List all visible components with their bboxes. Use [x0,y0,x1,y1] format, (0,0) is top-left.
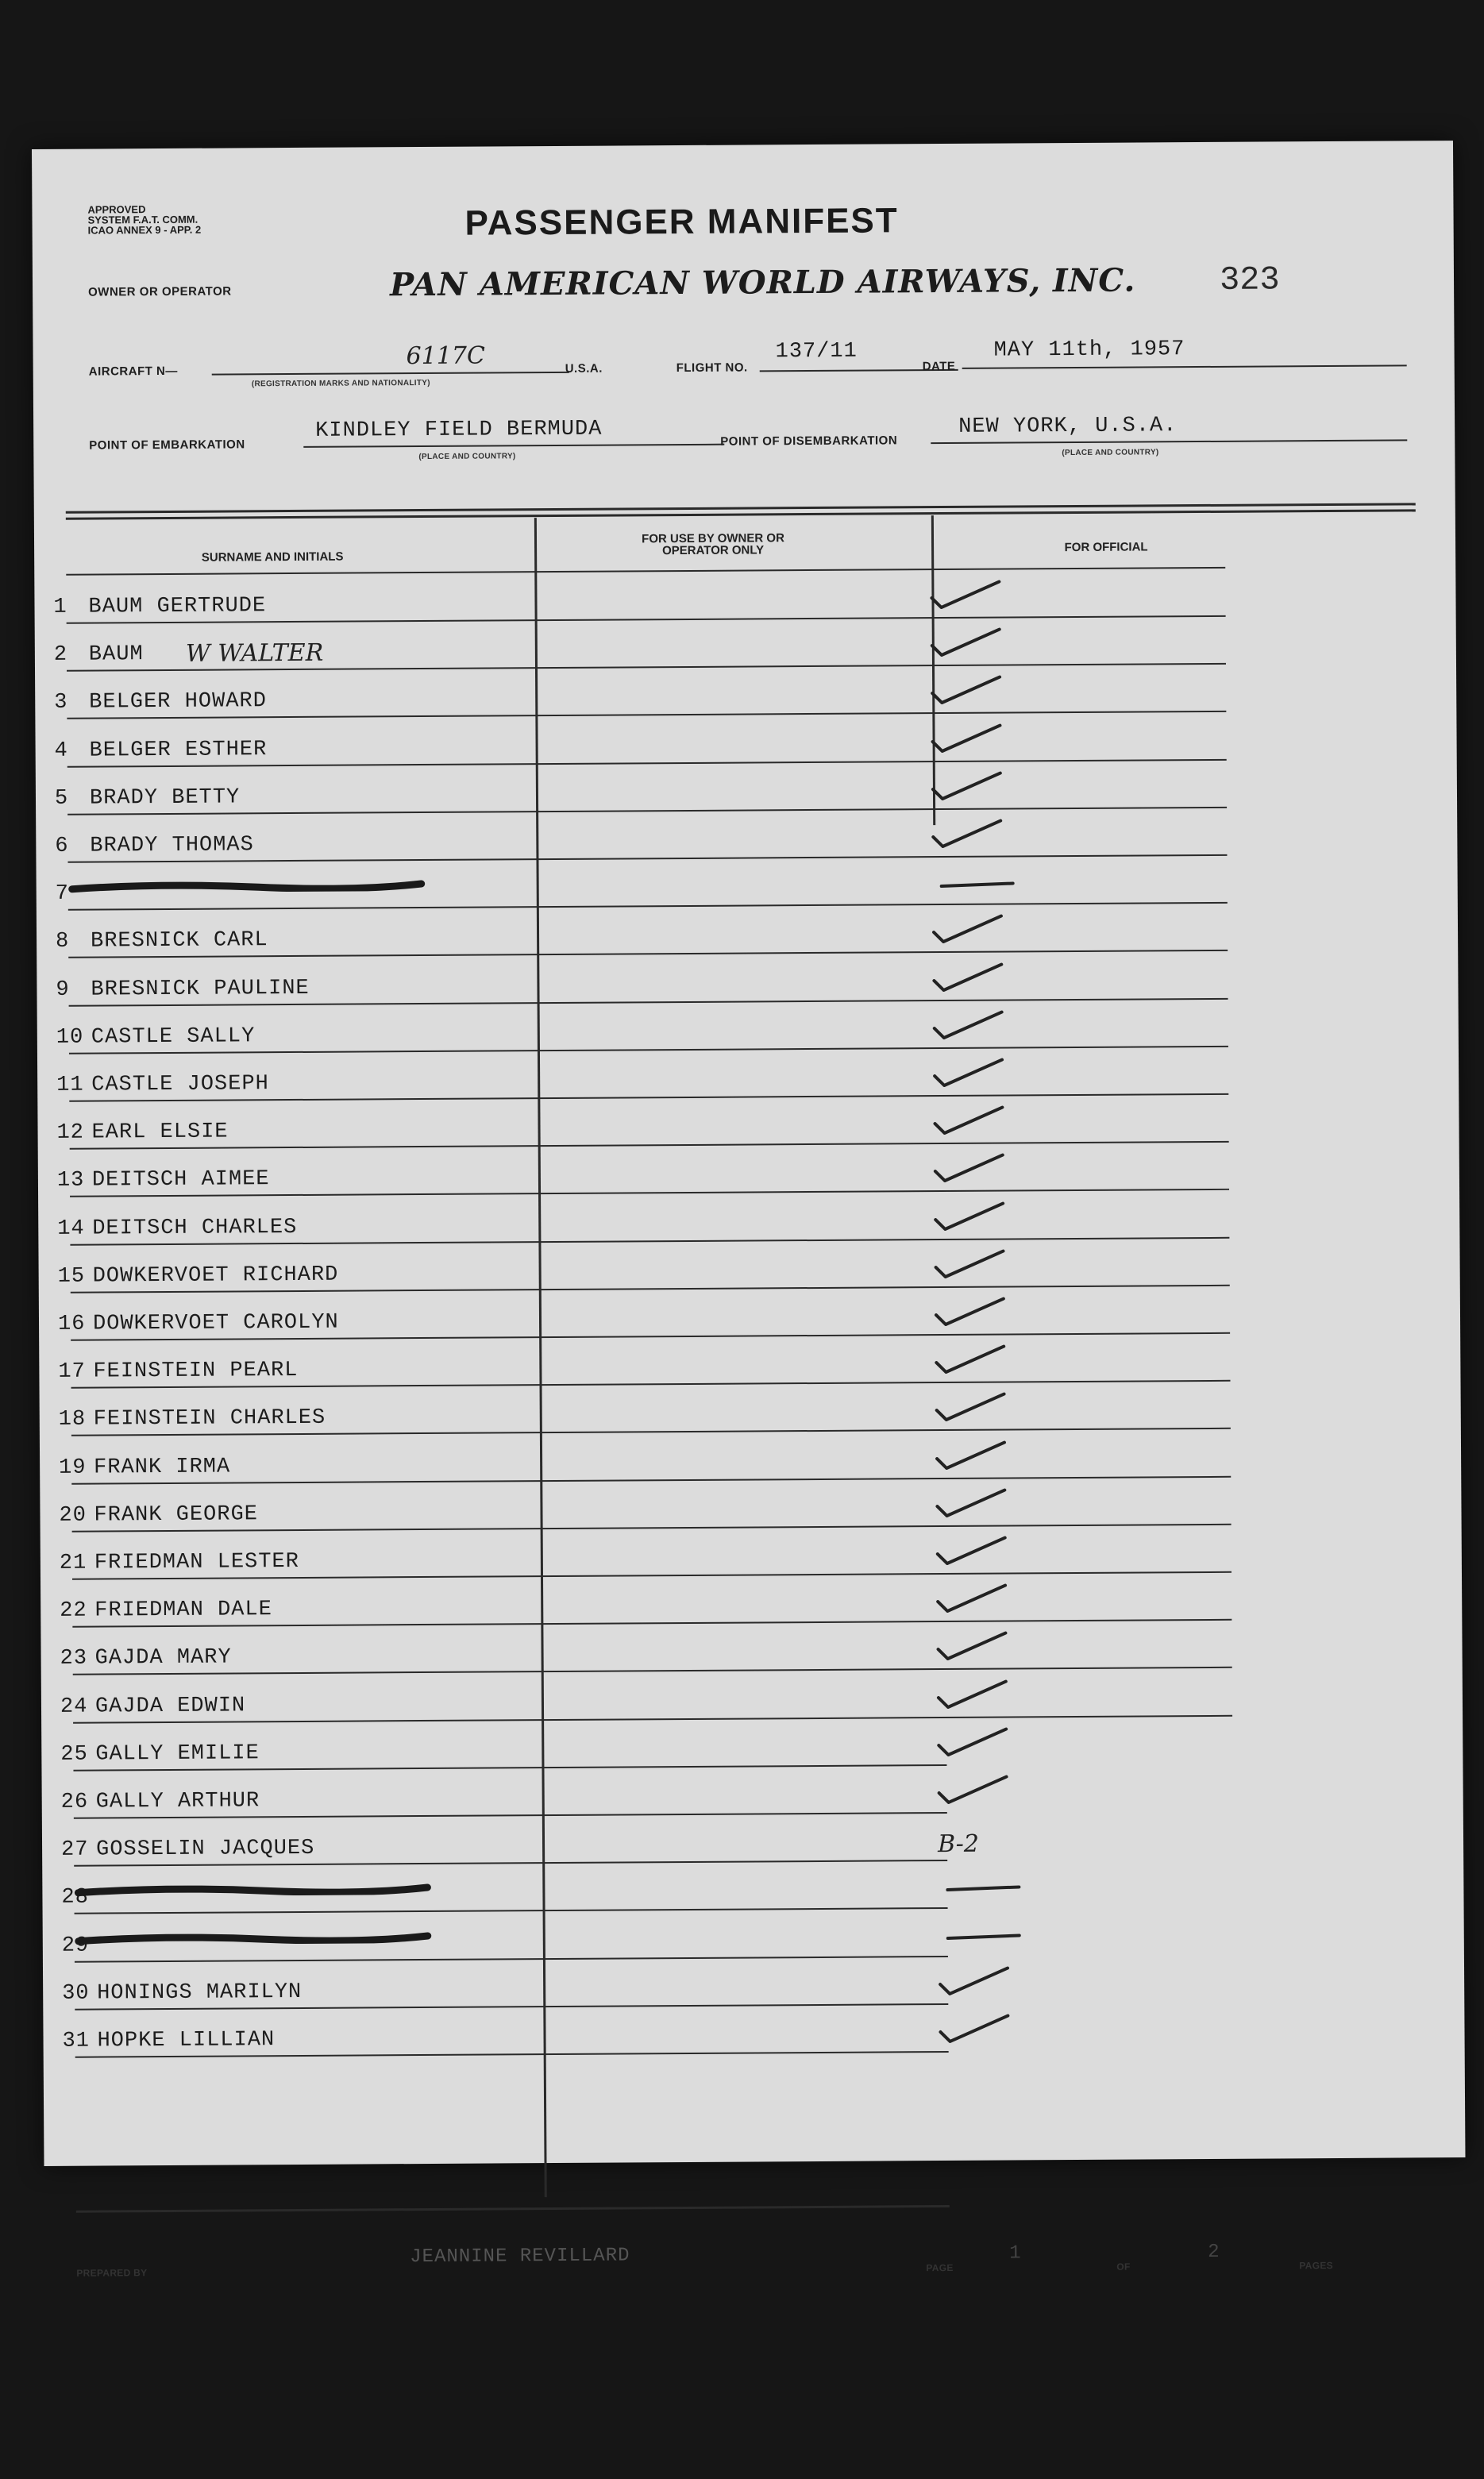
checkmark-icon [924,719,1043,758]
checkmark-icon [932,1961,1051,2000]
flight-date: MAY 11th, 1957 [993,337,1185,363]
sheet-number: 323 [1219,260,1280,299]
flight-number: 137/11 [775,339,858,364]
checkmark-icon [929,1436,1048,1475]
passenger-name: HOPKE LILLIAN [97,2028,276,2053]
strikethrough-scribble [74,1883,431,1897]
dash-mark-icon [926,862,1045,900]
checkmark-icon [928,1340,1047,1378]
table-row [35,713,1417,769]
checkmark-icon [926,958,1045,997]
aircraft-number: 6117C [406,341,486,371]
dash-mark-icon [931,1866,1050,1905]
table-row [40,1430,1421,1486]
row-number: 21 [59,1551,87,1575]
passenger-name: GOSSELIN JACQUES [95,1837,315,1862]
approval-line: APPROVED [87,203,146,216]
passenger-name: GALLY EMILIE [95,1741,260,1767]
table-row [41,1669,1423,1725]
prepared-by-label: PREPARED BY [76,2267,148,2279]
passenger-name: DOWKERVOET RICHARD [92,1263,339,1289]
handwritten-name: W WALTER [185,638,324,669]
table-row [36,808,1417,865]
passenger-name: GAJDA EDWIN [94,1693,246,1719]
row-number: 7 [55,881,70,907]
passenger-name: FEINSTEIN PEARL [93,1359,299,1384]
row-number: 6 [55,834,69,858]
page-label: PAGE [926,2261,954,2274]
checkmark-icon [923,575,1043,614]
checkmark-icon [925,766,1044,805]
manifest-sheet [32,141,1465,2279]
table-row [40,1478,1421,1534]
passenger-name: BRADY BETTY [89,785,241,811]
checkmark-icon [929,1388,1048,1427]
passenger-name: BAUM [88,642,144,667]
row-number: 11 [56,1073,84,1097]
embarkation-point: KINDLEY FIELD BERMUDA [315,417,603,443]
row-number: 14 [57,1216,85,1241]
strikethrough-scribble [75,1932,432,1945]
table-row [37,857,1418,913]
passenger-name: BRESNICK PAULINE [91,976,310,1002]
checkmark-icon [924,623,1043,661]
passenger-name: FRANK GEORGE [94,1502,259,1528]
checkmark-icon [927,1197,1047,1236]
checkmark-icon [927,1244,1047,1283]
checkmark-icon [927,1101,1046,1139]
passenger-name: CASTLE JOSEPH [91,1072,269,1097]
row-number: 5 [54,786,69,811]
row-number: 9 [56,977,70,1002]
row-number: 16 [57,1312,86,1336]
checkmark-icon [929,1483,1048,1522]
passenger-name: BAUM GERTRUDE [88,594,267,619]
passenger-name: DOWKERVOET CAROLYN [92,1310,339,1336]
passenger-name: BELGER HOWARD [89,689,267,715]
checkmark-icon [932,2009,1051,2048]
airline-name: PAN AMERICAN WORLD AIRWAYS, INC. [389,261,1136,304]
passenger-name: BRESNICK CARL [91,928,268,954]
checkmark-icon [926,910,1045,949]
of-label: OF [1116,2261,1131,2273]
row-number: 10 [56,1025,84,1050]
official-note: B-2 [937,1829,979,1859]
registration-caption: (REGISTRATION MARKS AND NATIONALITY) [251,378,430,389]
row-number: 26 [60,1790,89,1814]
total-pages: 2 [1208,2241,1220,2264]
passenger-name: GAJDA MARY [94,1645,232,1671]
row-number: 2 [53,642,68,668]
flight-label: FLIGHT NO. [676,360,748,376]
passenger-name: DEITSCH CHARLES [92,1215,298,1241]
row-number: 12 [56,1120,85,1146]
row-number: 19 [59,1455,87,1480]
table-row [41,1764,1423,1821]
checkmark-icon [925,814,1044,853]
row-number: 1 [53,595,67,619]
row-number: 28 [61,1885,89,1910]
row-number: 18 [58,1408,87,1432]
embarkation-label: POINT OF EMBARKATION [89,438,245,453]
table-row [40,1621,1422,1678]
passenger-name: HONINGS MARILYN [97,1980,303,2006]
column-header-owner-use: FOR USE BY OWNER OR OPERATOR ONLY [642,531,784,558]
strikethrough-scribble [68,880,426,893]
disembarkation-label: POINT OF DISEMBARKATION [720,434,898,449]
table-row [38,1143,1420,1200]
table-row [43,1956,1424,2012]
checkmark-icon [931,1770,1050,1809]
table-row [43,1908,1424,1964]
table-row [37,952,1418,1008]
date-label: DATE [922,359,956,374]
checkmark-icon [931,1675,1050,1714]
row-number: 25 [60,1742,88,1767]
row-number: 8 [56,930,70,954]
passenger-name: GALLY ARTHUR [95,1789,260,1814]
checkmark-icon [927,1149,1047,1188]
table-row [39,1286,1420,1343]
row-number: 20 [59,1503,87,1528]
checkmark-icon [928,1292,1047,1331]
table-row [42,1813,1424,1869]
disembarkation-point: NEW YORK, U.S.A. [958,414,1178,439]
row-number: 24 [60,1694,88,1719]
page-value: 1 [1009,2242,1022,2265]
row-number: 3 [54,691,68,715]
embarkation-caption: (PLACE AND COUNTRY) [418,452,516,462]
passenger-name: FRANK IRMA [94,1455,231,1480]
table-row [40,1382,1421,1439]
table-row [37,1000,1419,1056]
passenger-name: FEINSTEIN CHARLES [93,1406,326,1432]
passenger-name: FRIEDMAN LESTER [94,1549,300,1575]
table-row [40,1525,1422,1582]
table-row [34,569,1416,626]
passenger-name: DEITSCH AIMEE [91,1167,270,1193]
table-row [35,665,1417,722]
passenger-name: FRIEDMAN DALE [94,1598,272,1623]
row-number: 23 [60,1646,88,1671]
passenger-name: EARL ELSIE [91,1120,229,1145]
checkmark-icon [930,1579,1049,1617]
passenger-name: BELGER ESTHER [89,737,268,763]
passenger-name: CASTLE SALLY [91,1024,256,1050]
row-number: 4 [54,738,68,763]
document-title: PASSENGER MANIFEST [464,201,899,243]
passenger-name: BRADY THOMAS [90,833,254,858]
row-number: 13 [56,1169,85,1193]
pages-label: PAGES [1299,2260,1333,2272]
table-row [40,1574,1422,1630]
approval-stamp [87,204,201,236]
dash-mark-icon [932,1914,1051,1953]
table-row [38,1191,1420,1247]
column-header-surname: SURNAME AND INITIALS [201,549,344,565]
table-row [41,1717,1423,1773]
checkmark-icon [930,1531,1049,1570]
table-row [35,618,1417,674]
table-row [38,1239,1420,1295]
checkmark-icon [927,1005,1046,1044]
row-number: 15 [57,1264,86,1289]
table-row [36,761,1417,817]
table-row [39,1335,1420,1391]
disembarkation-caption: (PLACE AND COUNTRY) [1062,448,1159,458]
row-number: 31 [62,2029,91,2053]
row-number: 22 [60,1598,87,1624]
approval-line: ICAO ANNEX 9 - APP. 2 [87,223,202,237]
table-row [37,1096,1419,1152]
aircraft-suffix: U.S.A. [565,361,603,376]
checkmark-icon [927,1053,1046,1092]
table-row [42,1860,1424,1917]
owner-label: OWNER OR OPERATOR [88,284,232,299]
checkmark-icon [924,671,1043,710]
row-number: 29 [61,1933,90,1958]
approval-line: SYSTEM F.A.T. COMM. [87,213,199,226]
column-header-official: FOR OFFICIAL [1064,540,1148,555]
row-number: 30 [62,1981,90,2006]
checkmark-icon [931,1722,1050,1761]
row-number: 27 [60,1837,89,1863]
table-row [37,1047,1419,1104]
table-row [37,904,1418,961]
table-row [43,2003,1424,2060]
checkmark-icon [930,1627,1049,1666]
aircraft-label: AIRCRAFT N— [88,364,178,379]
prepared-by-name: JEANNINE REVILLARD [410,2245,630,2269]
row-number: 17 [58,1359,86,1385]
